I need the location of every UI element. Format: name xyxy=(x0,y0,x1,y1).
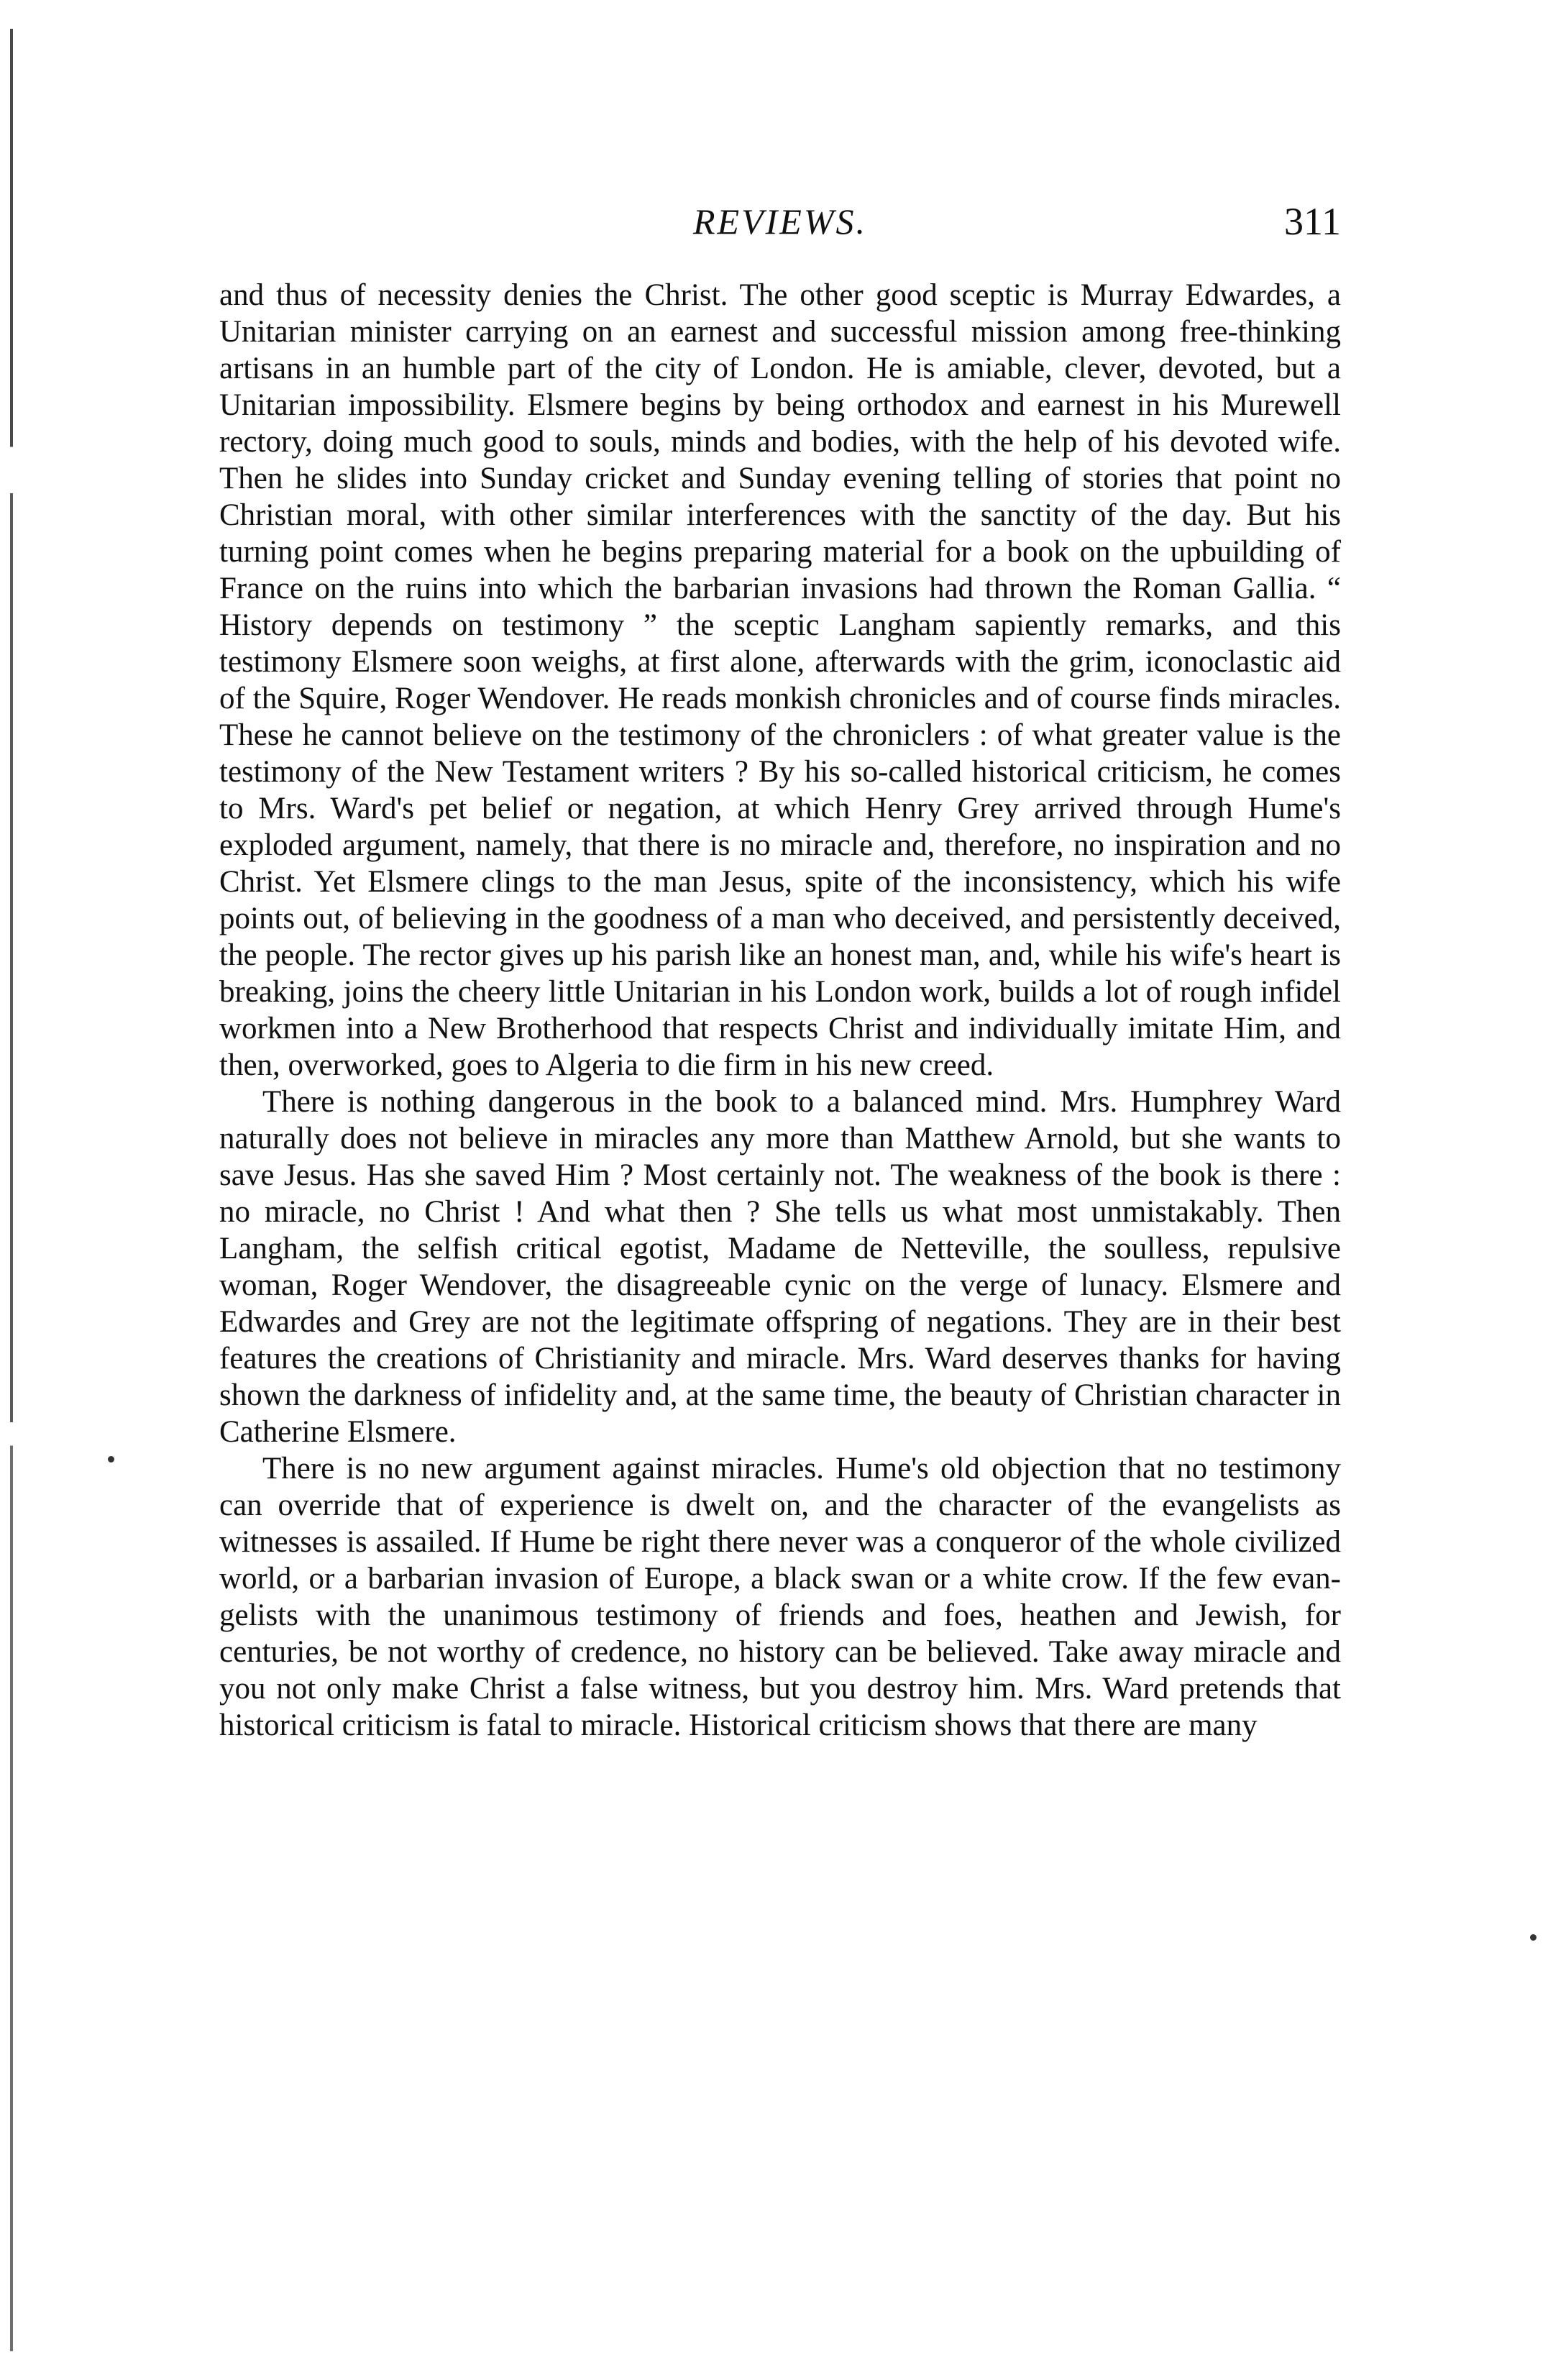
running-head: REVIEWS. xyxy=(693,201,867,242)
stray-ink-dot xyxy=(1530,1934,1536,1941)
paragraph-continued: and thus of necessity denies the Christ. The other good sceptic is Murray Edwardes, a Unitarian minister carrying on an earnest and successful mission among free-thinking artisans in an humble part of the city of London. He is amiable, clever, devoted, but a Unitarian impossibility. Elsmere begins by being orthodox and earnest in his Murewell rectory, doing much good to souls, minds and bodies, with the help of his devoted wife. Then he slides into Sunday cricket and Sunday evening telling of stories that point no Christian moral, with other similar interferences with the sanctity of the day. But his turning point comes when he begins preparing material for a book on the upbuilding of France on the ruins into which the barbarian invasions had thrown the Roman Gallia. “ History depends on testimony ” the sceptic Langham sapiently remarks, and this testimony Elsmere soon weighs, at first alone, afterwards with the grim, iconoclastic aid of the Squire, Roger Wendover. He reads monkish chronicles and of course finds miracles. These he cannot believe on the testimony of the chroniclers : of what greater value is the testimony of the New Testament writers ? By his so-called historical criticism, he comes to Mrs. Ward's pet belief or negation, at which Henry Grey arrived through Hume's exploded argument, namely, that there is no miracle and, therefore, no inspiration and no Christ. Yet Elsmere clings to the man Jesus, spite of the inconsistency, which his wife points out, of believing in the goodness of a man who deceived, and persistently deceived, the people. The rector gives up his parish like an honest man, and, while his wife's heart is breaking, joins the cheery little Unitarian in his London work, builds a lot of rough infidel workmen into a New Brotherhood that respects Christ and individually imitate Him, and then, overworked, goes to Algeria to die firm in his new creed. xyxy=(219,278,1341,1082)
body-text xyxy=(219,277,1341,1744)
page-number: 311 xyxy=(1284,200,1341,243)
page-header xyxy=(219,193,1341,250)
paragraph: There is nothing dangerous in the book to a balanced mind. Mrs. Humphrey Ward naturally does not believe in miracles any more than Matthew Arnold, but she wants to save Jesus. Has she saved Him ? Most certainly not. The weakness of the book is there : no miracle, no Christ ! And what then ? She tells us what most unmistakably. Then Langham, the selfish critical egotist, Madame de Netteville, the soulless, repulsive woman, Roger Wendover, the disagreeable cynic on the verge of lunacy. Elsmere and Edwardes and Grey are not the legitimate offspring of negations. They are in their best features the creations of Christianity and miracle. Mrs. Ward deserves thanks for having shown the darkness of infidelity and, at the same time, the beauty of Christian character in Catherine Elsmere. xyxy=(219,1085,1341,1449)
paragraph: There is no new argument against miracles. Hume's old objection that no testimony can override that of experience is dwelt on, and the character of the evangelists as witnesses is assailed. If Hume be right there never was a conqueror of the whole civilized world, or a barbarian invasion of Europe, a black swan or a white crow. If the few evangelists with the unanimous testimony of friends and foes, heathen and Jewish, for centuries, be not worthy of credence, no history can be believed. Take away miracle and you not only make Christ a false witness, but you destroy him. Mrs. Ward pretends that historical criticism is fatal to miracle. Historical criticism shows that there are many xyxy=(219,1452,1341,1742)
page-binding-edge xyxy=(10,29,13,2351)
stray-ink-dot xyxy=(108,1456,114,1463)
